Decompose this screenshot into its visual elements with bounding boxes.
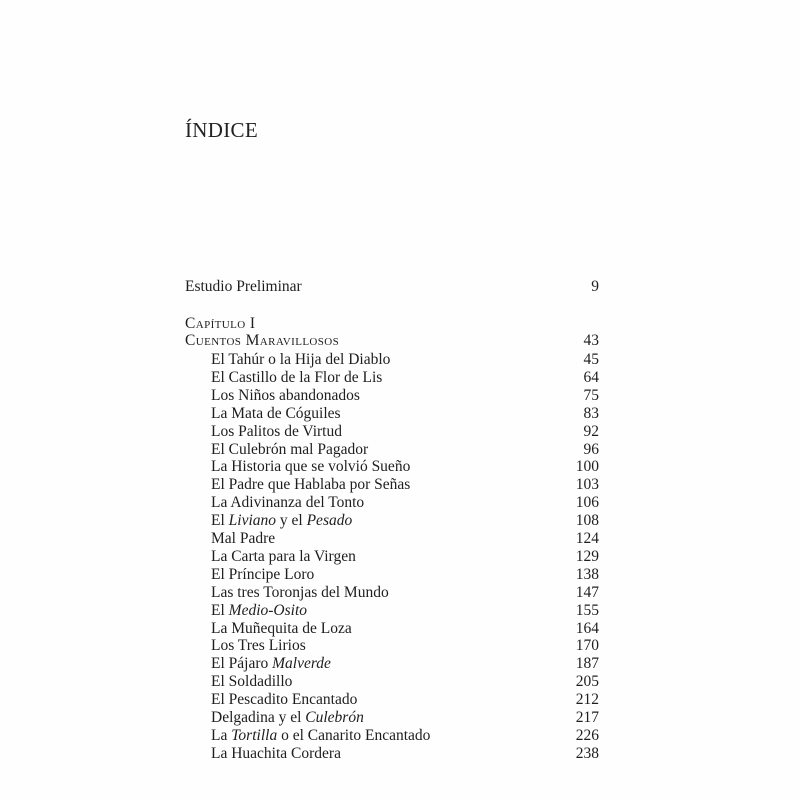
toc-entry xyxy=(185,458,599,476)
toc-entry-italic-text: Pesado xyxy=(306,512,353,530)
toc-entry-text: El Padre que Hablaba por Señas xyxy=(211,476,411,494)
toc-entry xyxy=(185,423,599,441)
chapter-page: 43 xyxy=(583,332,599,349)
toc-entry-text: La Carta para la Virgen xyxy=(211,547,356,565)
toc-entry-label: Estudio Preliminar xyxy=(185,278,302,295)
toc-entry-label xyxy=(211,709,364,727)
toc-entry xyxy=(185,351,599,369)
page-title: ÍNDICE xyxy=(185,118,258,142)
toc-entry-italic-text: Culebrón xyxy=(305,709,364,726)
toc-entry-text: El Culebrón mal Pagador xyxy=(211,440,369,458)
toc-entry-text: Los Tres Lirios xyxy=(211,637,306,655)
toc-entry-label xyxy=(211,727,430,745)
toc-entry xyxy=(185,620,599,638)
toc-entry-label xyxy=(211,387,360,405)
toc-entry-page: 106 xyxy=(575,494,599,512)
toc-entry-label xyxy=(211,602,307,620)
toc-entry-text: Delgadina y el xyxy=(211,709,306,726)
toc-entry-page: 45 xyxy=(583,351,599,368)
toc-entry-label xyxy=(211,405,341,423)
toc-entry-text: El Tahúr o la Hija del Diablo xyxy=(211,351,391,368)
toc-entry-text: El xyxy=(211,601,229,619)
toc-entry-text: La Adivinanza del Tonto xyxy=(211,494,365,512)
chapter-number xyxy=(185,315,599,333)
toc-entry-preliminary xyxy=(185,278,599,296)
toc-entry-page: 100 xyxy=(575,458,599,476)
toc-entry-text: Los Palitos de Virtud xyxy=(211,422,342,440)
toc-entry-text: Mal Padre xyxy=(211,530,276,547)
toc-entry-label xyxy=(211,369,382,387)
toc-entry-page: 103 xyxy=(575,476,599,494)
toc-entry xyxy=(185,566,599,584)
toc-entry-page: 64 xyxy=(583,368,599,386)
toc-entry xyxy=(185,512,599,530)
toc-entry-page: 205 xyxy=(575,673,599,691)
toc-entry-text: La Muñequita de Loza xyxy=(211,619,352,637)
toc-entry-page: 187 xyxy=(575,655,599,673)
toc-entry-text: El Castillo de la Flor de Lis xyxy=(211,368,383,386)
toc-entry-label xyxy=(211,745,341,763)
toc-entry-text: La Mata de Cóguiles xyxy=(211,404,341,422)
toc-entry xyxy=(185,727,599,745)
toc-entry-text: El Pescadito Encantado xyxy=(211,691,358,709)
toc-entry xyxy=(185,691,599,709)
toc-entry-text: Los Niños abandonados xyxy=(211,386,360,404)
toc-entry-text: La xyxy=(211,726,232,744)
chapter-number-label: Capítulo I xyxy=(185,315,256,332)
toc-entry-page: 9 xyxy=(591,278,599,295)
toc-entry-text: La Huachita Cordera xyxy=(211,744,341,762)
toc-entry-page: 138 xyxy=(575,565,599,583)
toc-entry-label xyxy=(211,655,331,673)
toc-entry-label xyxy=(211,512,352,530)
toc-entry-page: 164 xyxy=(575,619,599,637)
toc-entry xyxy=(185,476,599,494)
toc-entry xyxy=(185,548,599,566)
toc-entry xyxy=(185,602,599,620)
toc-entry xyxy=(185,441,599,459)
toc-entry-page: 217 xyxy=(575,709,599,726)
toc-entry-label xyxy=(211,476,410,494)
toc-entry-page: 92 xyxy=(583,422,599,440)
toc-entry xyxy=(185,494,599,512)
toc-entry-label xyxy=(211,458,410,476)
toc-entry-italic-text: Tortilla xyxy=(231,726,278,744)
toc-entry-label xyxy=(211,566,314,584)
toc-entry-page: 226 xyxy=(575,726,599,744)
toc-entry-page: 96 xyxy=(583,440,599,458)
toc-entry-text: El Pájaro xyxy=(211,655,273,673)
chapter-name: Cuentos Maravillosos xyxy=(185,332,340,349)
toc-entry-page: 108 xyxy=(575,512,599,530)
toc-entry xyxy=(185,745,599,763)
toc-entry-label xyxy=(211,584,389,602)
toc-entry-page: 147 xyxy=(575,583,599,601)
toc-entry xyxy=(185,673,599,691)
toc-entry-label xyxy=(211,673,292,691)
toc-entry-text: Las tres Toronjas del Mundo xyxy=(211,583,389,601)
toc-entry-page: 124 xyxy=(575,530,599,547)
toc-entry xyxy=(185,637,599,655)
toc-entry-page: 238 xyxy=(575,744,599,762)
toc-entry-label xyxy=(211,441,368,459)
toc-entry-italic-text: Medio-Osito xyxy=(228,601,308,619)
toc-entry-page: 170 xyxy=(575,637,599,655)
toc-entry xyxy=(185,655,599,673)
toc-entry xyxy=(185,405,599,423)
toc-entry-label xyxy=(211,530,275,548)
toc-entry-text: y el xyxy=(276,512,307,530)
toc-entry xyxy=(185,369,599,387)
toc-entry-text: El Príncipe Loro xyxy=(211,565,315,583)
toc-entry-page: 83 xyxy=(583,404,599,422)
toc-entry xyxy=(185,584,599,602)
toc-entry-page: 212 xyxy=(575,691,599,709)
toc-entry-italic-text: Malverde xyxy=(272,655,331,673)
toc-entry-label xyxy=(211,494,364,512)
toc-entry xyxy=(185,387,599,405)
toc-entry-label xyxy=(211,423,342,441)
toc-entry xyxy=(185,709,599,727)
toc-entry-page: 155 xyxy=(575,601,599,619)
toc-entry-page: 129 xyxy=(575,547,599,565)
toc-entry-text: El xyxy=(211,512,229,530)
toc-entry-label xyxy=(211,351,390,369)
toc-entry-text: La Historia que se volvió Sueño xyxy=(211,458,411,476)
toc-entry-label xyxy=(211,548,356,566)
toc-entry xyxy=(185,530,599,548)
toc-entry-text: El Soldadillo xyxy=(211,673,293,691)
toc-entry-italic-text: Liviano xyxy=(228,512,277,530)
toc-entry-text: o el Canarito Encantado xyxy=(277,726,431,744)
toc-entry-page: 75 xyxy=(583,386,599,404)
toc-entry-label xyxy=(211,691,357,709)
toc-entry-label xyxy=(211,637,306,655)
chapter-heading xyxy=(185,332,599,350)
toc-entry-label xyxy=(211,620,352,638)
